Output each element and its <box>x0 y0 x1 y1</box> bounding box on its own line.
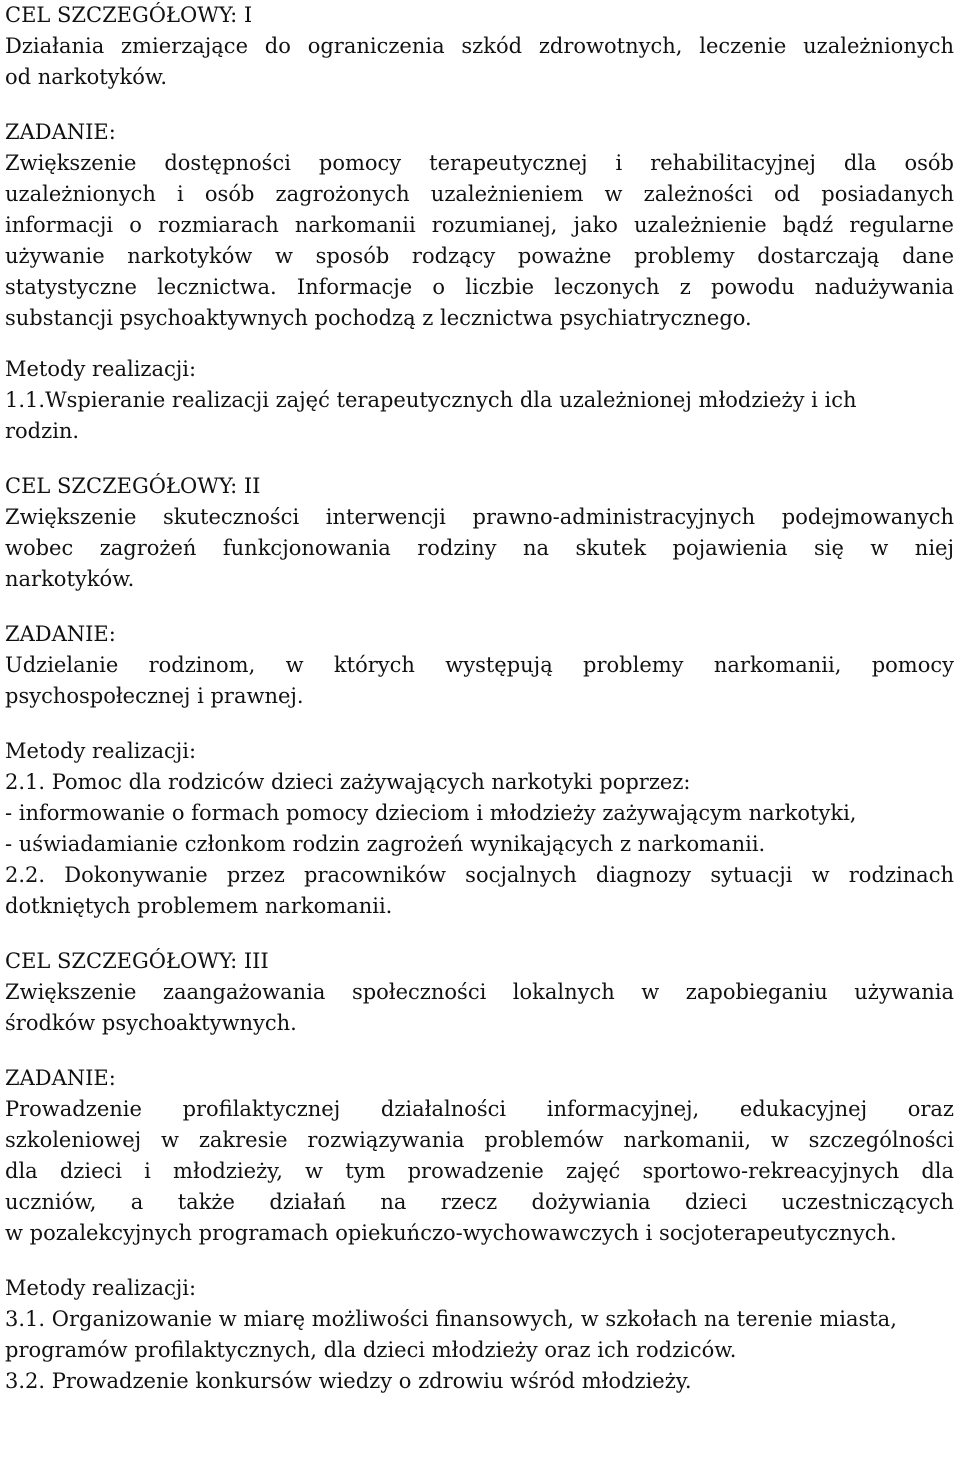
section-3-goal-line: środków psychoaktywnych. <box>5 1011 297 1035</box>
section-1-task-heading: ZADANIE: <box>5 120 116 144</box>
section-1-task-line: uzależnionych i osób zagrożonych uzależnieniem w zależności od posiadanych <box>5 182 954 206</box>
section-1-methods-heading: Metody realizacji: <box>5 357 197 381</box>
section-2-method-line: 2.2. Dokonywanie przez pracowników socjalnych diagnozy sytuacji w rodzinach <box>5 863 954 887</box>
section-3-task-line: dla dzieci i młodzieży, w tym prowadzenie zajęć sportowo-rekreacyjnych dla <box>5 1159 954 1183</box>
section-2-goal-line: wobec zagrożeń funkcjonowania rodziny na skutek pojawienia się w niej <box>5 536 954 560</box>
section-1-method-line: rodzin. <box>5 419 80 443</box>
section-3-goal-line: Zwiększenie zaangażowania społeczności lokalnych w zapobieganiu używania <box>5 980 954 1004</box>
section-3-task-heading: ZADANIE: <box>5 1066 116 1090</box>
section-2-methods-heading: Metody realizacji: <box>5 739 197 763</box>
section-1-goal-line: od narkotyków. <box>5 65 168 89</box>
section-2-task-line: Udzielanie rodzinom, w których występują problemy narkomanii, pomocy <box>5 653 954 677</box>
section-3-methods-heading: Metody realizacji: <box>5 1276 197 1300</box>
section-1-task-line: substancji psychoaktywnych pochodzą z lecznictwa psychiatrycznego. <box>5 306 752 330</box>
section-1-method-line: 1.1.Wspieranie realizacji zajęć terapeutycznych dla uzależnionej młodzieży i ich <box>5 388 857 412</box>
section-1-methods <box>5 385 954 447</box>
section-2-method-line: - informowanie o formach pomocy dzieciom i młodzieży zażywającym narkotyki, <box>5 801 857 825</box>
section-2-method-line: 2.1. Pomoc dla rodziców dzieci zażywających narkotyki poprzez: <box>5 770 691 794</box>
section-1-heading: CEL SZCZEGÓŁOWY: I <box>5 3 253 27</box>
section-3-task-line: w pozalekcyjnych programach opiekuńczo-wychowawczych i socjoterapeutycznych. <box>5 1221 897 1245</box>
section-1-task-line: informacji o rozmiarach narkomanii rozumianej, jako uzależnienie bądź regularne <box>5 213 954 237</box>
section-3-methods <box>5 1304 954 1397</box>
section-2-task-line: psychospołecznej i prawnej. <box>5 684 304 708</box>
section-3-task-line: szkoleniowej w zakresie rozwiązywania problemów narkomanii, w szczególności <box>5 1128 954 1152</box>
section-1-goal <box>5 31 954 93</box>
section-3-heading: CEL SZCZEGÓŁOWY: III <box>5 949 269 973</box>
section-1-goal-line: Działania zmierzające do ograniczenia szkód zdrowotnych, leczenie uzależnionych <box>5 34 954 58</box>
section-2-goal <box>5 502 954 595</box>
section-2-goal-line: narkotyków. <box>5 567 135 591</box>
section-3-task <box>5 1094 954 1249</box>
section-3-method-line: 3.1. Organizowanie w miarę możliwości finansowych, w szkołach na terenie miasta, <box>5 1307 897 1331</box>
section-1-task <box>5 148 954 334</box>
section-2-method-line: dotkniętych problemem narkomanii. <box>5 894 393 918</box>
section-2-methods <box>5 767 954 922</box>
section-2-task-heading: ZADANIE: <box>5 622 116 646</box>
section-1-task-line: Zwiększenie dostępności pomocy terapeutycznej i rehabilitacyjnej dla osób <box>5 151 954 175</box>
section-2-heading: CEL SZCZEGÓŁOWY: II <box>5 474 261 498</box>
section-1-task-line: używanie narkotyków w sposób rodzący poważne problemy dostarczają dane <box>5 244 954 268</box>
section-2-task <box>5 650 954 712</box>
section-2-method-line: - uświadamianie członkom rodzin zagrożeń wynikających z narkomanii. <box>5 832 766 856</box>
section-3-task-line: uczniów, a także działań na rzecz dożywiania dzieci uczestniczących <box>5 1190 954 1214</box>
section-3-goal <box>5 977 954 1039</box>
section-3-task-line: Prowadzenie profilaktycznej działalności informacyjnej, edukacyjnej oraz <box>5 1097 954 1121</box>
section-3-method-line: 3.2. Prowadzenie konkursów wiedzy o zdrowiu wśród młodzieży. <box>5 1369 692 1393</box>
section-3-method-line: programów profilaktycznych, dla dzieci młodzieży oraz ich rodziców. <box>5 1338 737 1362</box>
section-2-goal-line: Zwiększenie skuteczności interwencji prawno-administracyjnych podejmowanych <box>5 505 954 529</box>
section-1-task-line: statystyczne lecznictwa. Informacje o liczbie leczonych z powodu nadużywania <box>5 275 954 299</box>
